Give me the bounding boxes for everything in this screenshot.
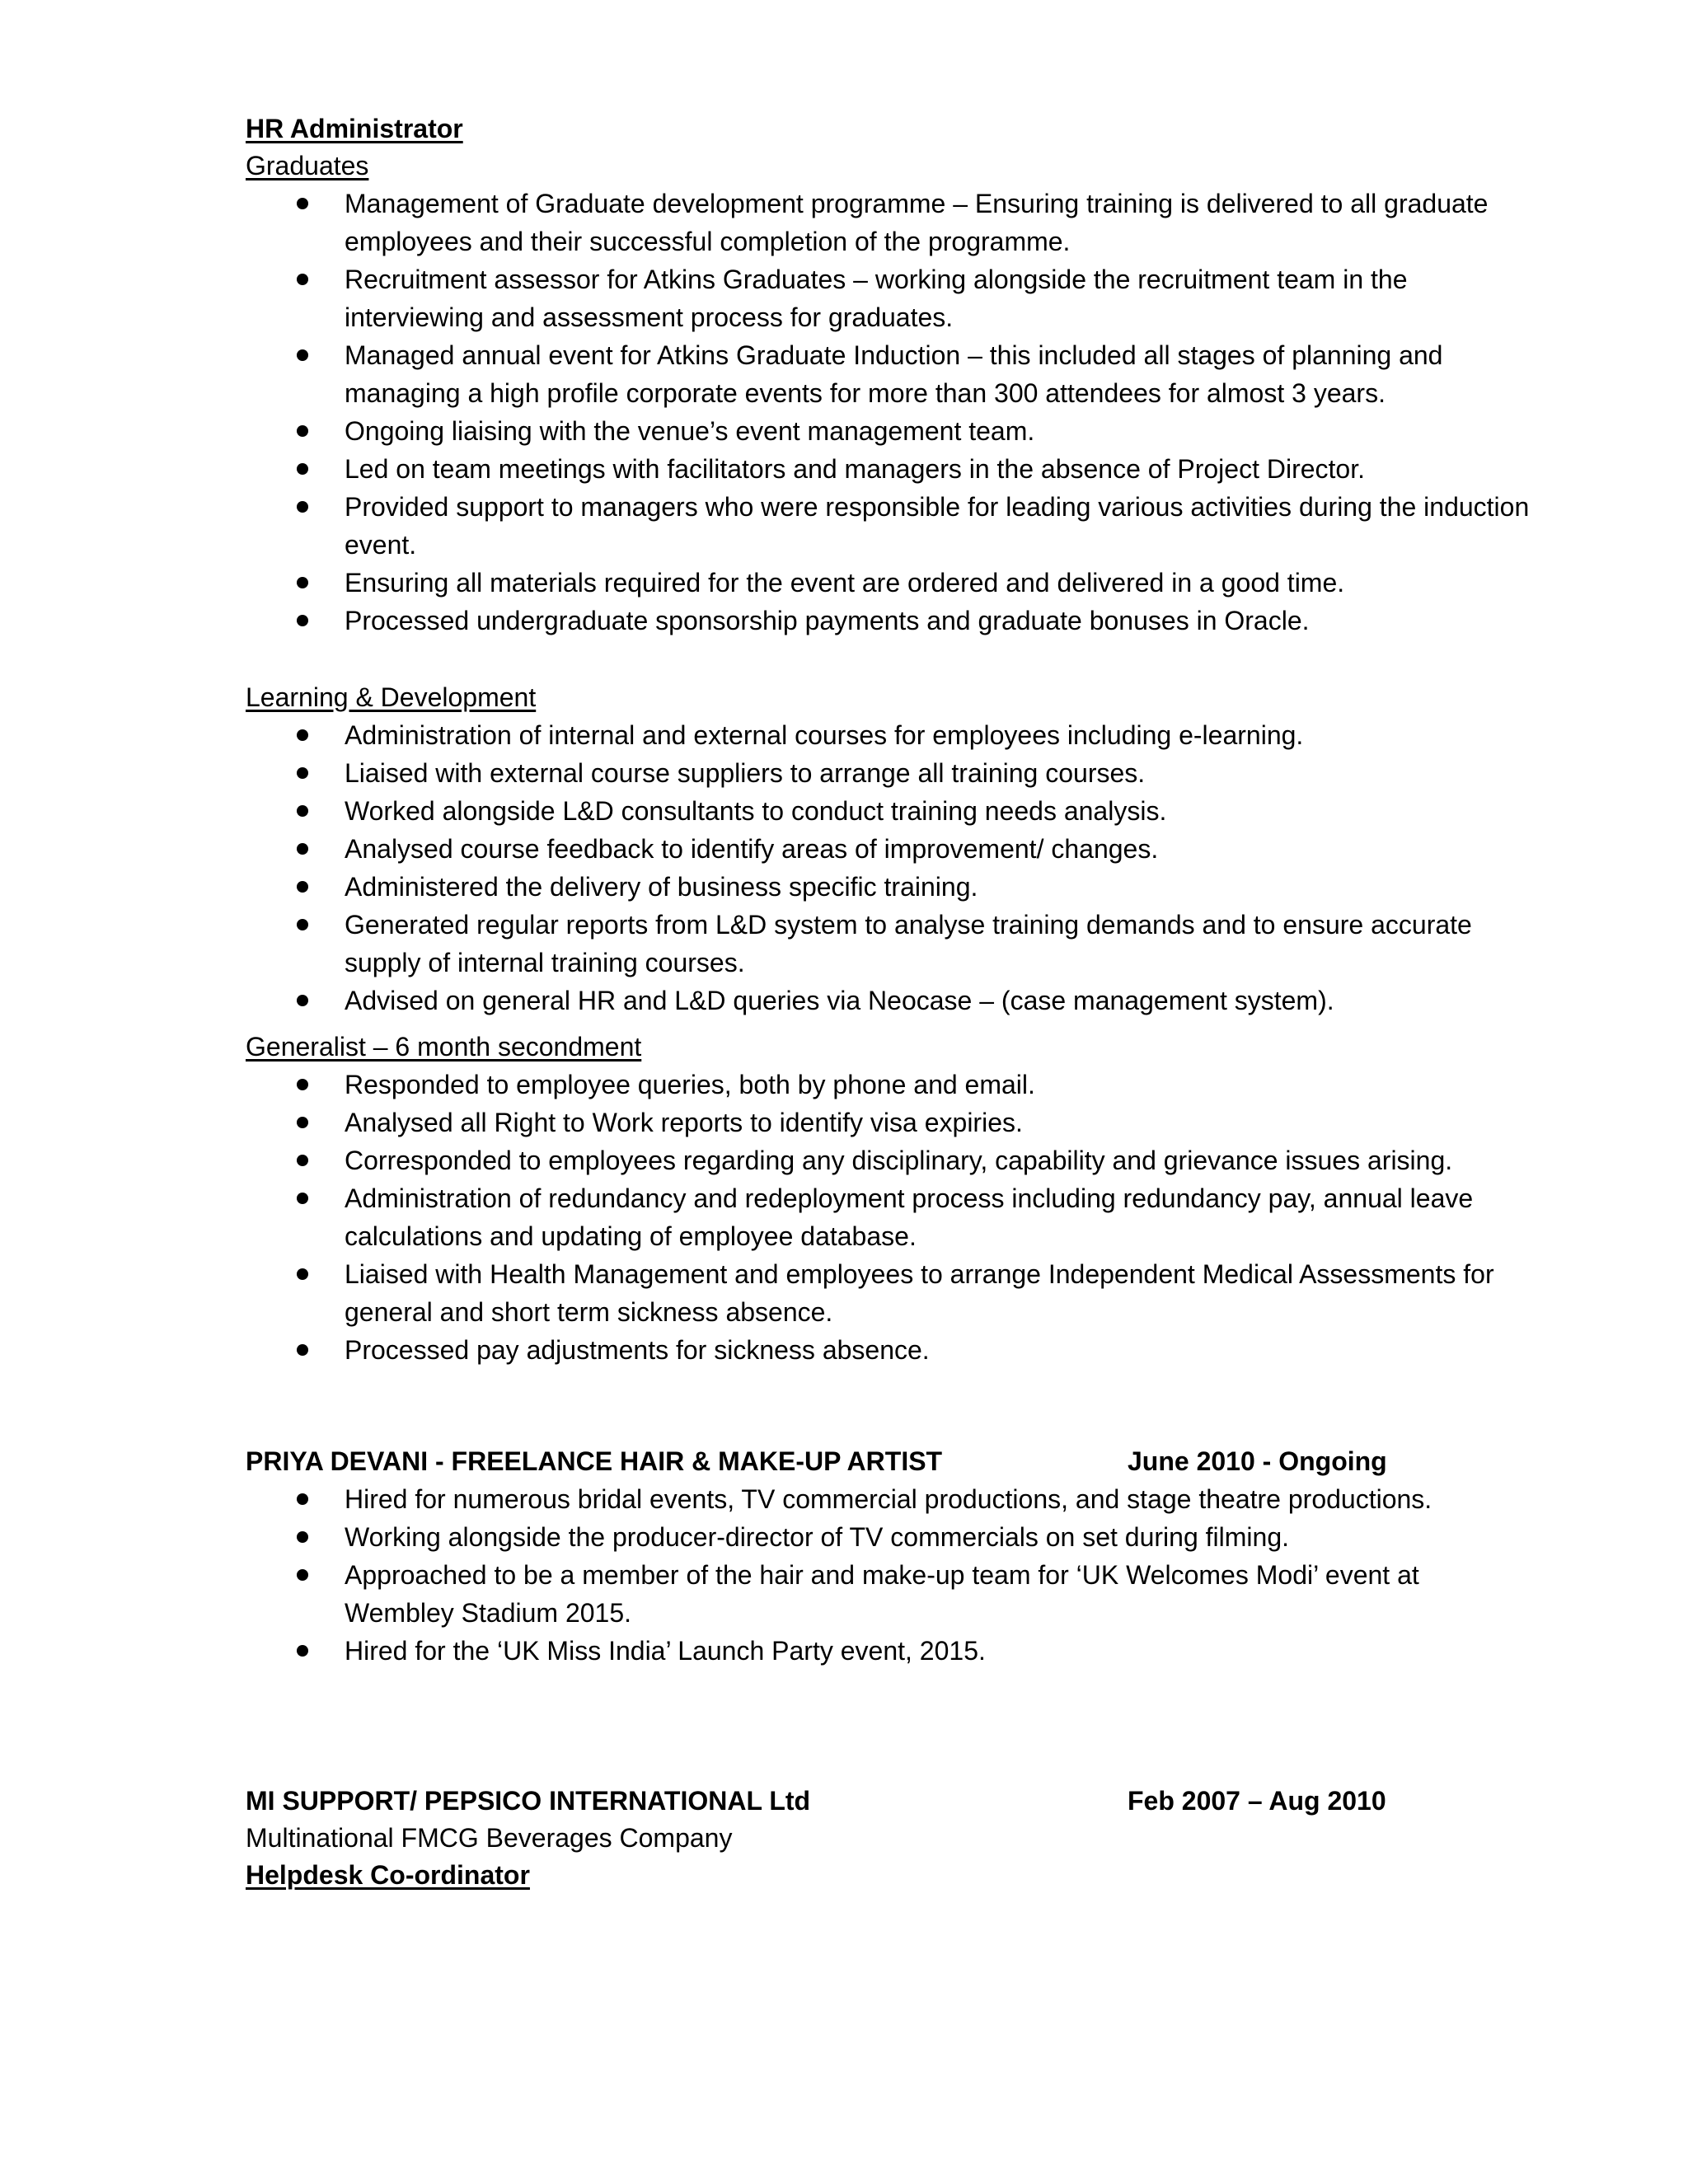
list-item: Ensuring all materials required for the event are ordered and delivered in a good time. <box>246 564 1482 602</box>
learning-development-list <box>246 716 1482 1019</box>
bullet-icon <box>297 501 308 513</box>
freelance-list <box>246 1480 1482 1670</box>
list-item: Corresponded to employees regarding any disciplinary, capability and grievance issues arising. <box>246 1141 1482 1179</box>
bullet-icon <box>297 1155 308 1166</box>
bullet-icon <box>297 1344 308 1356</box>
list-item: Advised on general HR and L&D queries via Neocase – (case management system). <box>246 982 1482 1019</box>
job-dates: June 2010 - Ongoing <box>1128 1446 1387 1476</box>
list-item: Liaised with Health Management and employees to arrange Independent Medical Assessments for general and short term sickness absence. <box>246 1255 1482 1331</box>
bullet-icon <box>297 729 308 741</box>
bullet-icon <box>297 1569 308 1581</box>
bullet-icon <box>297 1645 308 1657</box>
bullet-icon <box>297 881 308 893</box>
company-name: PRIYA DEVANI - FREELANCE HAIR & MAKE-UP ARTIST <box>246 1446 943 1476</box>
bullet-icon <box>297 425 308 437</box>
list-item: Administered the delivery of business specific training. <box>246 868 1482 906</box>
graduates-list <box>246 185 1530 640</box>
section-heading-generalist: Generalist – 6 month secondment <box>246 1032 642 1062</box>
list-item: Working alongside the producer-director of TV commercials on set during filming. <box>246 1518 1482 1556</box>
role-title: HR Administrator <box>246 114 463 143</box>
bullet-icon <box>297 995 308 1006</box>
bullet-icon <box>297 1193 308 1204</box>
section-heading-learning-development: Learning & Development <box>246 682 537 712</box>
list-item: Management of Graduate development programme – Ensuring training is delivered to all graduate employees and their successful completion of the programme. <box>246 185 1482 260</box>
list-item: Responded to employee queries, both by phone and email. <box>246 1066 1482 1104</box>
job-dates: Feb 2007 – Aug 2010 <box>1128 1786 1386 1816</box>
list-item: Ongoing liaising with the venue’s event management team. <box>246 412 1482 450</box>
list-item: Recruitment assessor for Atkins Graduates – working alongside the recruitment team in the interviewing and assessment process for graduates. <box>246 260 1482 336</box>
bullet-icon <box>297 274 308 285</box>
list-item: Generated regular reports from L&D system to analyse training demands and to ensure accurate supply of internal training courses. <box>246 906 1482 982</box>
list-item: Hired for the ‘UK Miss India’ Launch Party event, 2015. <box>246 1632 1482 1670</box>
list-item: Administration of internal and external courses for employees including e-learning. <box>246 716 1482 754</box>
company-name: MI SUPPORT/ PEPSICO INTERNATIONAL Ltd <box>246 1786 811 1816</box>
list-item: Hired for numerous bridal events, TV commercial productions, and stage theatre productions. <box>246 1480 1482 1518</box>
bullet-icon <box>297 1493 308 1505</box>
bullet-icon <box>297 805 308 817</box>
bullet-icon <box>297 577 308 588</box>
list-item: Analysed all Right to Work reports to identify visa expiries. <box>246 1104 1482 1141</box>
role-title: Helpdesk Co-ordinator <box>246 1860 530 1890</box>
list-item: Processed undergraduate sponsorship payments and graduate bonuses in Oracle. <box>246 602 1482 640</box>
bullet-icon <box>297 1531 308 1543</box>
list-item: Worked alongside L&D consultants to conduct training needs analysis. <box>246 792 1482 830</box>
section-heading-graduates: Graduates <box>246 151 369 180</box>
bullet-icon <box>297 843 308 855</box>
list-item: Processed pay adjustments for sickness absence. <box>246 1331 1482 1369</box>
bullet-icon <box>297 919 308 930</box>
list-item: Led on team meetings with facilitators and managers in the absence of Project Director. <box>246 450 1482 488</box>
bullet-icon <box>297 198 308 209</box>
bullet-icon <box>297 767 308 779</box>
list-item: Managed annual event for Atkins Graduate Induction – this included all stages of planning and managing a high profile corporate events for more than 300 attendees for almost 3 years. <box>246 336 1482 412</box>
bullet-icon <box>297 349 308 361</box>
bullet-icon <box>297 615 308 626</box>
list-item: Analysed course feedback to identify areas of improvement/ changes. <box>246 830 1482 868</box>
company-description: Multinational FMCG Beverages Company <box>246 1823 733 1853</box>
bullet-icon <box>297 463 308 475</box>
list-item: Administration of redundancy and redeployment process including redundancy pay, annual leave calculations and updating of employee database. <box>246 1179 1482 1255</box>
list-item: Provided support to managers who were responsible for leading various activities during the induction event. <box>246 488 1482 564</box>
list-item: Approached to be a member of the hair and make-up team for ‘UK Welcomes Modi’ event at Wembley Stadium 2015. <box>246 1556 1482 1632</box>
generalist-list <box>246 1066 1494 1369</box>
list-item: Liaised with external course suppliers to arrange all training courses. <box>246 754 1482 792</box>
bullet-icon <box>297 1079 308 1090</box>
job-header-freelance <box>246 1445 1400 1478</box>
bullet-icon <box>297 1268 308 1280</box>
job-header-pepsico <box>246 1784 1400 1817</box>
bullet-icon <box>297 1117 308 1128</box>
